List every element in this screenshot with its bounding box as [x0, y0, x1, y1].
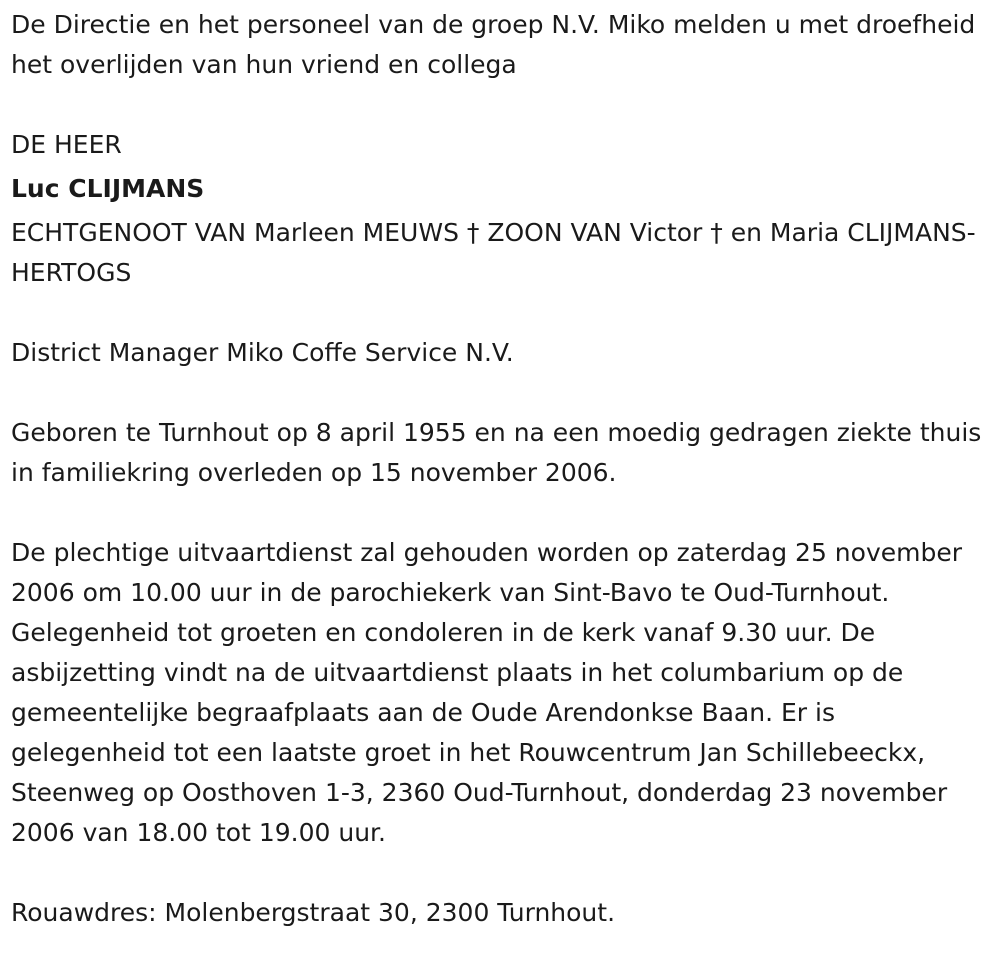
- deceased-name: Luc CLIJMANS: [11, 174, 205, 203]
- job-role: District Manager Miko Coffe Service N.V.: [11, 338, 514, 367]
- birth-death-paragraph: Geboren te Turnhout op 8 april 1955 en na een moedig gedragen ziekte thuis in familiekring overleden op 15 november 2006.: [11, 418, 982, 487]
- honorific-title: DE HEER: [11, 130, 122, 159]
- funeral-details-paragraph: De plechtige uitvaartdienst zal gehouden worden op zaterdag 25 november 2006 om 10.00 uur in de parochiekerk van Sint-Bavo te Oud-Turnhout. Gelegenheid tot groeten en condoleren in de kerk vanaf 9.30 uur. De asbijzetting vindt na de uitvaartdienst plaats in het columbarium op de gemeentelijke begraafplaats aan de Oude Arendonkse Baan. Er is gelegenheid tot een laatste groet in het Rouwcentrum Jan Schillebeeckx, Steenweg op Oosthoven 1-3, 2360 Oud-Turnhout, donderdag 23 november 2006 van 18.00 tot 19.00 uur.: [11, 538, 963, 847]
- intro-paragraph: De Directie en het personeel van de groep N.V. Miko melden u met droefheid het overlijden van hun vriend en collega: [11, 10, 976, 79]
- family-relations: ECHTGENOOT VAN Marleen MEUWS † ZOON VAN Victor † en Maria CLIJMANS-HERTOGS: [11, 218, 976, 287]
- mourning-address: Rouawdres: Molenbergstraat 30, 2300 Turnhout.: [11, 898, 616, 927]
